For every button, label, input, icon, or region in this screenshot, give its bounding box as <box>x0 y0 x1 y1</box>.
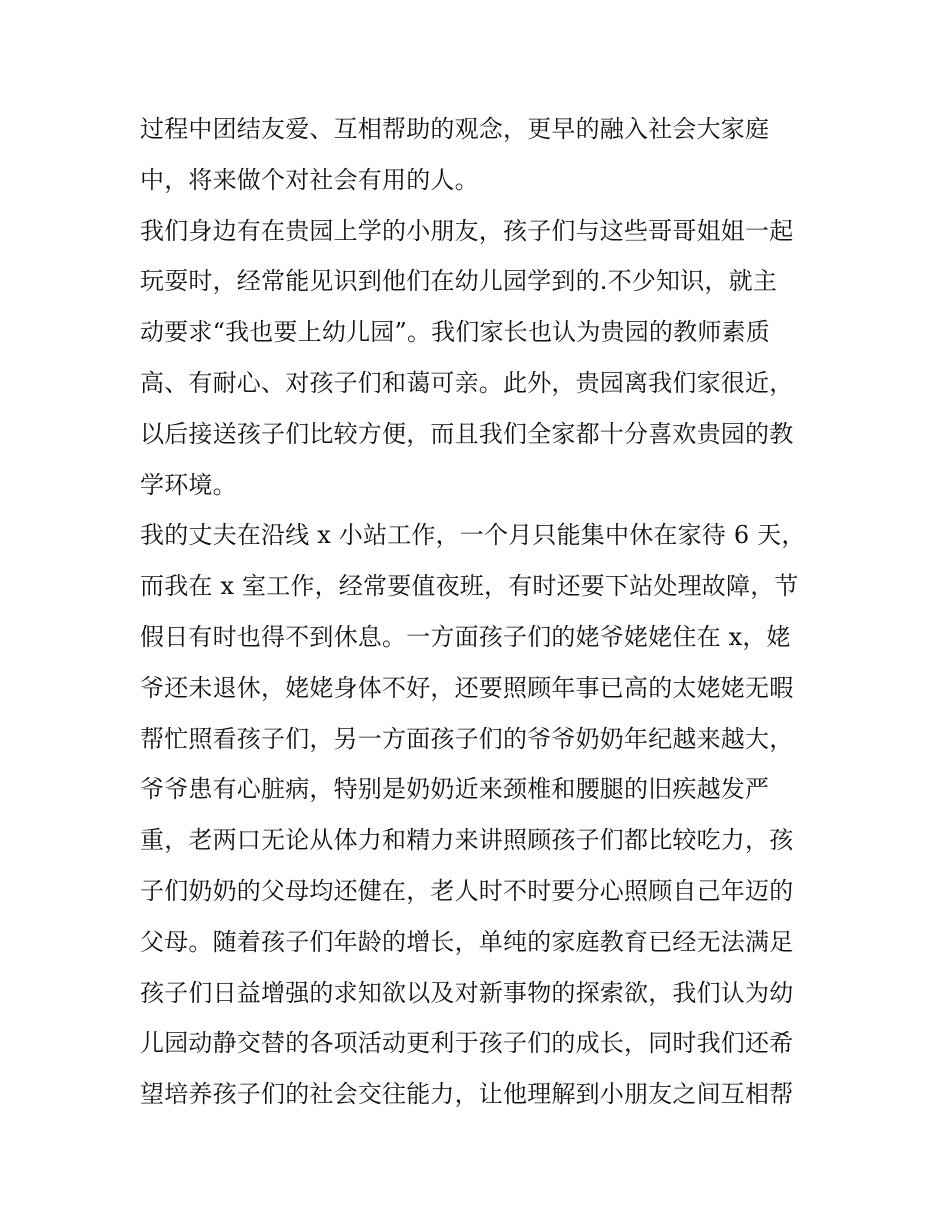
text-line: 孩子们日益增强的求知欲以及对新事物的探索欲，我们认为幼 <box>140 978 794 1007</box>
text-line: 子们奶奶的父母均还健在，老人时不时要分心照顾自己年迈的 <box>140 876 794 905</box>
text-line: 望培养孩子们的社会交往能力，让他理解到小朋友之间互相帮 <box>140 1080 794 1109</box>
text-line: 学环境。 <box>140 470 237 499</box>
text-line: 中，将来做个对社会有用的人。 <box>140 165 479 194</box>
text-line: 过程中团结友爱、互相帮助的观念，更早的融入社会大家庭 <box>140 115 770 143</box>
text-line: 儿园动静交替的各项活动更利于孩子们的成长，同时我们还希 <box>140 1029 794 1058</box>
text-line: 我们身边有在贵园上学的小朋友，孩子们与这些哥哥姐姐一起 <box>140 216 794 245</box>
text-line: 假日有时也得不到休息。一方面孩子们的姥爷姥姥住在 x，姥 <box>140 622 791 651</box>
text-line: 动要求“我也要上幼儿园”。我们家长也认为贵园的教师素质 <box>140 318 770 347</box>
body-text <box>140 104 820 1120</box>
text-line: 我的丈夫在沿线 x 小站工作，一个月只能集中休在家待 6 天， <box>140 521 806 550</box>
text-line: 玩耍时，经常能见识到他们在幼儿园学到的.不少知识，就主 <box>140 267 778 296</box>
text-line: 父母。随着孩子们年龄的增长，单纯的家庭教育已经无法满足 <box>140 927 794 956</box>
text-line: 而我在 x 室工作，经常要值夜班，有时还要下站处理故障，节 <box>140 572 799 601</box>
text-line: 高、有耐心、对孩子们和蔼可亲。此外，贵园离我们家很近， <box>140 368 794 397</box>
text-line: 爷爷患有心脏病，特别是奶奶近来颈椎和腰腿的旧疾越发严 <box>140 775 770 804</box>
text-line: 重，老两口无论从体力和精力来讲照顾孩子们都比较吃力，孩 <box>140 826 794 855</box>
text-line: 爷还未退休，姥姥身体不好，还要照顾年事已高的太姥姥无暇 <box>140 673 794 702</box>
text-line: 以后接送孩子们比较方便，而且我们全家都十分喜欢贵园的教 <box>140 419 794 448</box>
text-line: 帮忙照看孩子们，另一方面孩子们的爷爷奶奶年纪越来越大， <box>140 724 794 753</box>
